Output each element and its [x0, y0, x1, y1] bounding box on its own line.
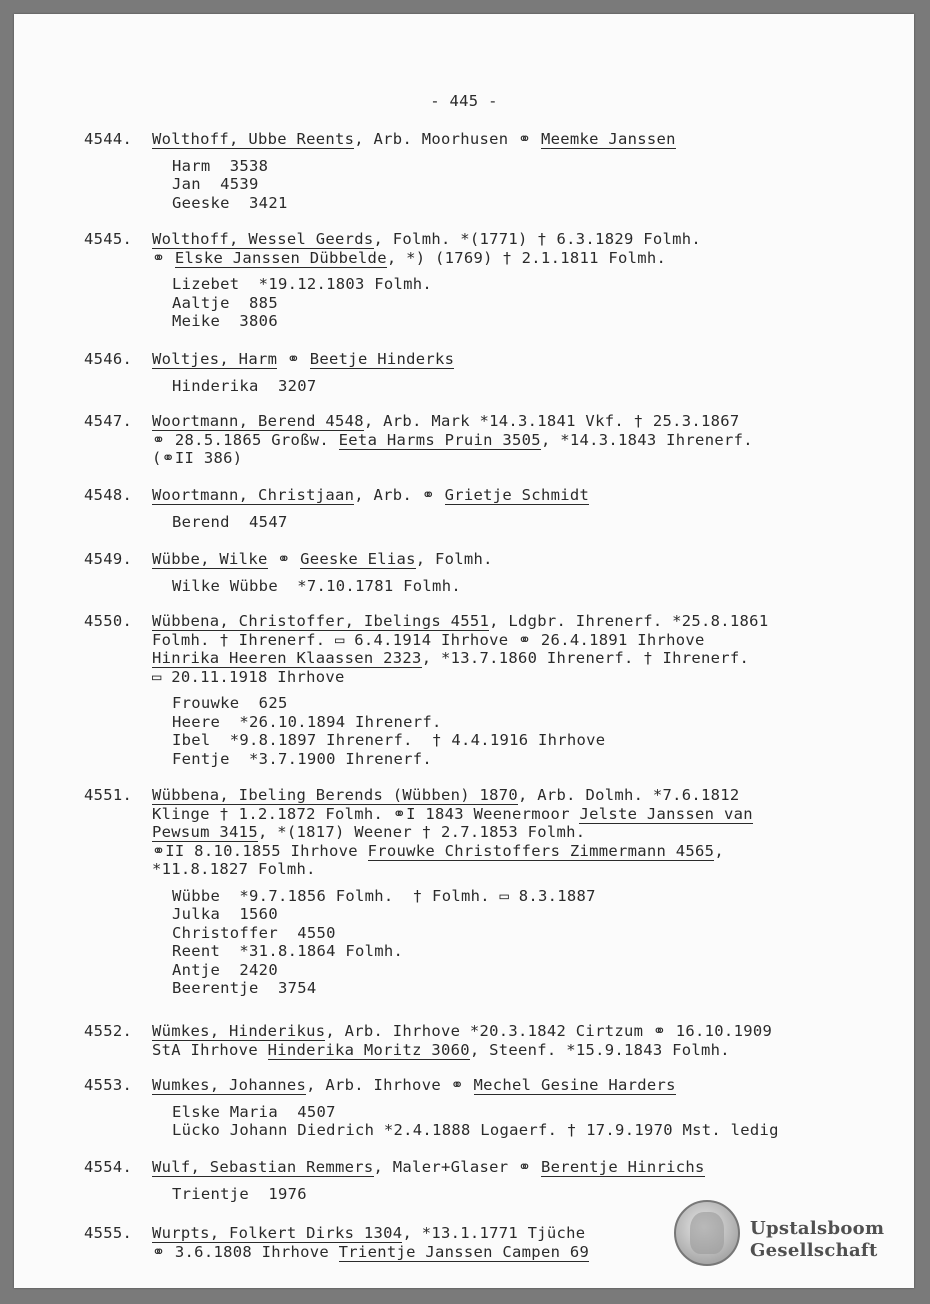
- underlined-name: Wolthoff, Wessel Geerds: [152, 230, 374, 248]
- underlined-name: Eeta Harms Pruin 3505: [338, 430, 541, 449]
- child-line: Fentje *3.7.1900 Ihrenerf.: [172, 749, 433, 768]
- entry-line: ⚭ Elske Janssen Dübbelde, *) (1769) † 2.1.1811 Folmh.: [152, 248, 667, 267]
- entry-number: 4546.: [84, 350, 133, 368]
- page-number: - 445 -: [430, 92, 498, 110]
- underlined-name: Jelste Janssen van: [579, 804, 753, 823]
- underlined-name: Wümkes, Hinderikus: [152, 1022, 326, 1040]
- underlined-name: Woortmann, Berend 4548: [152, 412, 364, 430]
- children-list: [172, 1103, 884, 1140]
- entry-number: 4544.: [84, 130, 133, 148]
- entry-line: StA Ihrhove Hinderika Moritz 3060, Steenf. *15.9.1843 Folmh.: [152, 1040, 730, 1059]
- entry-line: Wolthoff, Ubbe Reents, Arb. Moorhusen ⚭ Meemke Janssen: [152, 130, 676, 148]
- underlined-name: Pewsum 3415: [152, 823, 258, 841]
- child-line: Lizebet *19.12.1803 Folmh.: [172, 275, 433, 293]
- entry-line: ⚭ 3.6.1808 Ihrhove Trientje Janssen Campen 69: [152, 1242, 590, 1261]
- watermark-logo: [750, 1218, 884, 1262]
- genealogy-entry: [84, 786, 884, 998]
- entry-line: Wümkes, Hinderikus, Arb. Ihrhove *20.3.1842 Cirtzum ⚭ 16.10.1909: [152, 1022, 773, 1040]
- underlined-name: Woortmann, Christjaan: [152, 486, 355, 504]
- underlined-name: Mechel Gesine Harders: [473, 1076, 676, 1094]
- entry-line: Woortmann, Berend 4548, Arb. Mark *14.3.1841 Vkf. † 25.3.1867: [152, 412, 740, 430]
- entry-line: Wumkes, Johannes, Arb. Ihrhove ⚭ Mechel Gesine Harders: [152, 1076, 676, 1094]
- underlined-name: Geeske Elias: [300, 550, 416, 568]
- entry-line: Wübbena, Ibeling Berends (Wübben) 1870, Arb. Dolmh. *7.6.1812: [152, 786, 740, 804]
- entry-line: Pewsum 3415, *(1817) Weener † 2.7.1853 Folmh.: [152, 823, 586, 841]
- underlined-name: Woltjes, Harm: [152, 350, 278, 368]
- child-line: Jan 4539: [172, 175, 259, 193]
- entry-number: 4553.: [84, 1076, 133, 1094]
- entry-number: 4551.: [84, 786, 133, 804]
- entry-line: Wübbena, Christoffer, Ibelings 4551, Ldgbr. Ihrenerf. *25.8.1861: [152, 612, 769, 630]
- children-list: [172, 513, 884, 532]
- entry-number: 4548.: [84, 486, 133, 504]
- child-line: Lücko Johann Diedrich *2.4.1888 Logaerf. † 17.9.1970 Mst. ledig: [172, 1121, 779, 1139]
- underlined-name: Elske Janssen Dübbelde: [174, 248, 387, 267]
- society-seal-icon: [674, 1200, 740, 1266]
- genealogy-entry: [84, 412, 884, 468]
- child-line: Christoffer 4550: [172, 923, 336, 942]
- entry-line: Wübbe, Wilke ⚭ Geeske Elias, Folmh.: [152, 550, 493, 568]
- child-line: Harm 3538: [172, 156, 269, 175]
- watermark-line-1: Upstalsboom: [750, 1218, 885, 1239]
- underlined-name: Trientje Janssen Campen 69: [338, 1242, 590, 1261]
- genealogy-entry: [84, 1158, 884, 1203]
- entry-line: Folmh. † Ihrenerf. ▭ 6.4.1914 Ihrhove ⚭ 26.4.1891 Ihrhove: [152, 630, 705, 649]
- genealogy-entry: [84, 1022, 884, 1059]
- children-list: [172, 694, 884, 768]
- underlined-name: Meemke Janssen: [540, 130, 676, 148]
- entry-number: 4549.: [84, 550, 133, 568]
- document-page: [14, 14, 914, 1288]
- underlined-name: Frouwke Christoffers Zimmermann 4565: [367, 841, 715, 860]
- child-line: Frouwke 625: [172, 694, 288, 712]
- child-line: Wübbe *9.7.1856 Folmh. † Folmh. ▭ 8.3.1887: [172, 886, 596, 905]
- genealogy-entry: [84, 130, 884, 212]
- entry-number: 4555.: [84, 1224, 133, 1242]
- entry-line: ▭ 20.11.1918 Ihrhove: [152, 667, 345, 686]
- genealogy-entry: [84, 1076, 884, 1140]
- underlined-name: Wübbena, Ibeling Berends (Wübben) 1870: [152, 786, 519, 804]
- genealogy-entry: [84, 230, 884, 331]
- entry-line: (⚭II 386): [152, 449, 243, 467]
- child-line: Trientje 1976: [172, 1184, 307, 1203]
- children-list: [172, 157, 884, 213]
- children-list: [172, 1185, 884, 1204]
- underlined-name: Wurpts, Folkert Dirks 1304: [152, 1224, 403, 1242]
- genealogy-entry: [84, 486, 884, 531]
- underlined-name: Berentje Hinrichs: [540, 1158, 705, 1176]
- entry-line: Wulf, Sebastian Remmers, Maler+Glaser ⚭ Berentje Hinrichs: [152, 1158, 705, 1176]
- child-line: Reent *31.8.1864 Folmh.: [172, 942, 404, 960]
- entry-line: Hinrika Heeren Klaassen 2323, *13.7.1860 Ihrenerf. † Ihrenerf.: [152, 649, 750, 667]
- children-list: [172, 377, 884, 396]
- entry-number: 4552.: [84, 1022, 133, 1040]
- child-line: Geeske 3421: [172, 193, 288, 212]
- underlined-name: Hinrika Heeren Klaassen 2323: [152, 649, 422, 667]
- genealogy-entry: [84, 612, 884, 768]
- entry-number: 4547.: [84, 412, 133, 430]
- entry-number: 4545.: [84, 230, 133, 248]
- children-list: [172, 887, 884, 998]
- underlined-name: Wolthoff, Ubbe Reents: [152, 130, 355, 148]
- underlined-name: Hinderika Moritz 3060: [267, 1040, 470, 1059]
- entry-line: ⚭ 28.5.1865 Großw. Eeta Harms Pruin 3505, *14.3.1843 Ihrenerf.: [152, 430, 753, 449]
- child-line: Heere *26.10.1894 Ihrenerf.: [172, 712, 442, 731]
- entry-line: *11.8.1827 Folmh.: [152, 860, 316, 878]
- child-line: Antje 2420: [172, 960, 278, 979]
- entry-line: Woortmann, Christjaan, Arb. ⚭ Grietje Schmidt: [152, 486, 590, 504]
- entry-line: Klinge † 1.2.1872 Folmh. ⚭I 1843 Weenermoor Jelste Janssen van: [152, 804, 753, 823]
- underlined-name: Beetje Hinderks: [309, 350, 455, 368]
- underlined-name: Wübbena, Christoffer, Ibelings 4551: [152, 612, 490, 630]
- underlined-name: Wumkes, Johannes: [152, 1076, 307, 1094]
- child-line: Aaltje 885: [172, 293, 278, 312]
- child-line: Beerentje 3754: [172, 979, 317, 997]
- entry-line: Wolthoff, Wessel Geerds, Folmh. *(1771) † 6.3.1829 Folmh.: [152, 230, 702, 248]
- child-line: Meike 3806: [172, 312, 278, 330]
- underlined-name: Grietje Schmidt: [444, 486, 590, 504]
- entry-number: 4554.: [84, 1158, 133, 1176]
- children-list: [172, 577, 884, 596]
- underlined-name: Wübbe, Wilke: [152, 550, 268, 568]
- children-list: [172, 275, 884, 331]
- genealogy-entry: [84, 350, 884, 395]
- genealogy-entry: [84, 550, 884, 595]
- watermark-line-2: Gesellschaft: [750, 1240, 878, 1261]
- child-line: Julka 1560: [172, 905, 278, 923]
- child-line: Elske Maria 4507: [172, 1102, 336, 1121]
- child-line: Berend 4547: [172, 512, 288, 531]
- child-line: Wilke Wübbe *7.10.1781 Folmh.: [172, 576, 461, 595]
- underlined-name: Wulf, Sebastian Remmers: [152, 1158, 374, 1176]
- child-line: Hinderika 3207: [172, 376, 317, 395]
- entry-line: Woltjes, Harm ⚭ Beetje Hinderks: [152, 350, 455, 368]
- entry-number: 4550.: [84, 612, 133, 630]
- entry-line: Wurpts, Folkert Dirks 1304, *13.1.1771 Tjüche: [152, 1224, 586, 1242]
- entry-line: ⚭II 8.10.1855 Ihrhove Frouwke Christoffers Zimmermann 4565,: [152, 841, 724, 860]
- child-line: Ibel *9.8.1897 Ihrenerf. † 4.4.1916 Ihrhove: [172, 731, 606, 749]
